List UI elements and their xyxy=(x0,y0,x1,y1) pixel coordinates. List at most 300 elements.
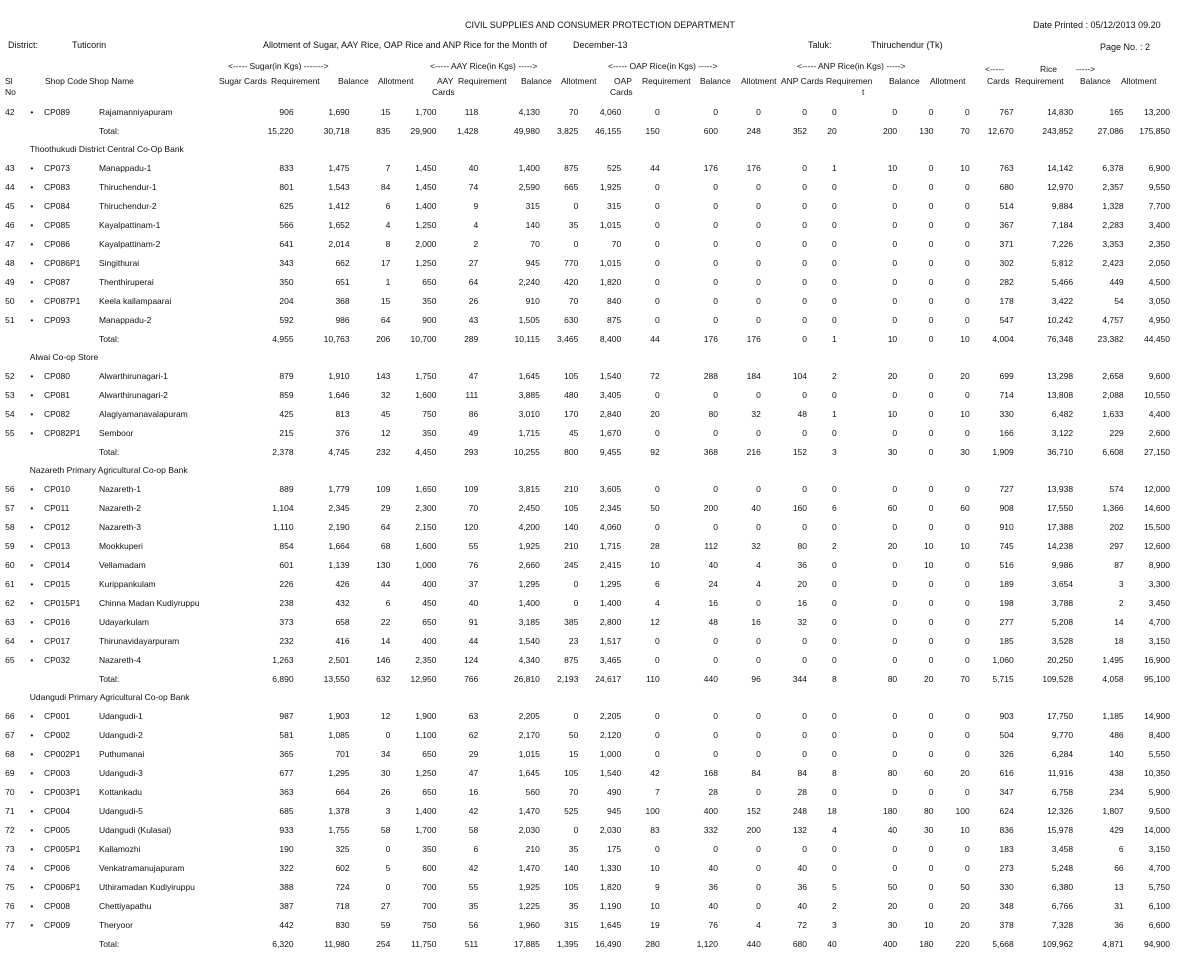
anp-requirement: 80 xyxy=(887,673,898,684)
serial-number: 49 xyxy=(5,276,15,287)
aay-requirement: 910 xyxy=(525,295,540,306)
oap-requirement: 0 xyxy=(713,729,718,740)
rice-cards: 767 xyxy=(999,106,1014,117)
oap-cards: 44 xyxy=(650,162,660,173)
oap-cards: 0 xyxy=(654,729,660,740)
rice-balance: 229 xyxy=(1109,427,1124,438)
rice-cards: 836 xyxy=(999,824,1014,835)
anp-allotment: 0 xyxy=(964,710,970,721)
aay-requirement: 2,450 xyxy=(518,502,540,513)
rice-requirement: 3,122 xyxy=(1051,427,1074,438)
anp-cards: 0 xyxy=(831,295,837,306)
sugar-cards: 801 xyxy=(279,181,294,192)
sugar-cards: 601 xyxy=(279,559,294,570)
sugar-cards: 906 xyxy=(279,106,294,117)
table-row xyxy=(0,310,1170,329)
date-printed: Date Printed : 05/12/2013 09.20 xyxy=(1033,20,1161,30)
allotment-table xyxy=(0,102,1170,953)
rice-balance: 31 xyxy=(1114,900,1124,911)
rice-balance: 297 xyxy=(1109,540,1124,551)
sugar-cards: 879 xyxy=(279,370,294,381)
rice-allotment: 95,100 xyxy=(1144,673,1170,684)
rice-allotment: 3,050 xyxy=(1148,295,1170,306)
oap-cards: 12 xyxy=(650,616,660,627)
oap-allotment: 152 xyxy=(792,446,807,457)
rice-cards: 185 xyxy=(999,635,1014,646)
aay-balance: 15 xyxy=(568,748,579,759)
col-oap: OAP xyxy=(614,76,632,86)
shop-code: CP006P1 xyxy=(43,881,81,892)
serial-number: 47 xyxy=(5,238,15,249)
sugar-balance: 14 xyxy=(380,635,391,646)
aay-requirement: 1,470 xyxy=(518,805,540,816)
rice-balance: 2,283 xyxy=(1102,219,1124,230)
table-row xyxy=(0,215,1170,234)
rice-cards: 302 xyxy=(999,257,1014,268)
oap-cards: 0 xyxy=(654,238,660,249)
total-label: Total: xyxy=(98,333,120,344)
sugar-cards: 859 xyxy=(279,389,294,400)
sugar-cards: 685 xyxy=(279,805,294,816)
oap-cards: 50 xyxy=(650,502,660,513)
sugar-balance: 0 xyxy=(385,881,391,892)
aay-balance: 105 xyxy=(564,370,579,381)
rice-balance: 23,382 xyxy=(1097,333,1124,344)
anp-balance: 0 xyxy=(928,446,934,457)
serial-number: 50 xyxy=(5,295,15,306)
bullet-icon: • xyxy=(30,181,34,192)
anp-balance: 60 xyxy=(923,767,934,778)
sugar-requirement: 1,690 xyxy=(328,106,350,117)
oap-allotment: 32 xyxy=(797,616,807,627)
anp-balance: 0 xyxy=(928,862,934,873)
anp-balance: 80 xyxy=(923,805,934,816)
oap-requirement: 0 xyxy=(713,521,718,532)
anp-allotment: 20 xyxy=(960,900,970,911)
sugar-balance: 254 xyxy=(376,938,391,949)
rice-group-right: -----> xyxy=(1076,64,1096,74)
shop-code: CP006 xyxy=(43,862,70,873)
aay-balance: 105 xyxy=(564,881,579,892)
aay-requirement: 3,815 xyxy=(518,483,540,494)
shop-name: Nazareth-4 xyxy=(98,654,141,665)
rice-requirement: 5,248 xyxy=(1051,862,1074,873)
rice-requirement: 17,550 xyxy=(1047,502,1074,513)
aay-requirement: 2,030 xyxy=(518,824,540,835)
sugar-balance: 29 xyxy=(380,502,391,513)
aay-allotment: 4,060 xyxy=(599,521,622,532)
oap-allotment: 0 xyxy=(802,276,807,287)
shop-code: CP082 xyxy=(43,408,70,419)
shop-code: CP012 xyxy=(43,521,70,532)
sugar-cards: 854 xyxy=(279,540,294,551)
anp-balance: 0 xyxy=(928,881,934,892)
rice-allotment: 3,150 xyxy=(1148,635,1170,646)
anp-allotment: 20 xyxy=(960,919,970,930)
anp-requirement: 0 xyxy=(892,578,898,589)
table-row xyxy=(0,858,1170,877)
rice-requirement: 7,184 xyxy=(1051,219,1074,230)
anp-cards: 1 xyxy=(831,408,837,419)
oap-cards: 20 xyxy=(650,408,660,419)
anp-cards: 0 xyxy=(831,314,837,325)
oap-balance: 0 xyxy=(756,843,761,854)
sugar-allotment: 750 xyxy=(422,919,437,930)
rice-requirement: 6,380 xyxy=(1051,881,1074,892)
rice-balance: 1,495 xyxy=(1102,654,1124,665)
sugar-balance: 15 xyxy=(380,295,391,306)
anp-cards: 0 xyxy=(831,219,837,230)
serial-number: 65 xyxy=(5,654,15,665)
aay-balance: 35 xyxy=(568,843,579,854)
oap-balance: 0 xyxy=(756,521,761,532)
oap-allotment: 680 xyxy=(792,938,807,949)
total-label: Total: xyxy=(98,446,120,457)
aay-allotment: 3,605 xyxy=(599,483,622,494)
oap-cards: 0 xyxy=(654,257,660,268)
rice-allotment: 6,900 xyxy=(1148,162,1170,173)
rice-cards: 1,060 xyxy=(992,654,1014,665)
sugar-balance: 206 xyxy=(376,333,391,344)
sugar-balance: 22 xyxy=(380,616,391,627)
shop-name: Uthiramadan Kudiyiruppu xyxy=(98,881,195,892)
rice-allotment: 10,550 xyxy=(1144,389,1170,400)
rice-allotment: 94,900 xyxy=(1144,938,1170,949)
anp-requirement: 10 xyxy=(887,162,898,173)
rice-allotment: 175,850 xyxy=(1139,125,1170,136)
shop-name: Thirunavidayarpuram xyxy=(98,635,180,646)
rice-balance: 6,378 xyxy=(1102,162,1124,173)
rice-cards: 910 xyxy=(999,521,1014,532)
aay-balance: 385 xyxy=(564,616,579,627)
oap-balance: 176 xyxy=(746,162,761,173)
total-row xyxy=(0,121,1170,140)
anp-cards: 0 xyxy=(831,843,837,854)
rice-allotment: 12,600 xyxy=(1144,540,1170,551)
rice-allotment: 14,900 xyxy=(1144,710,1170,721)
aay-allotment: 70 xyxy=(611,238,622,249)
anp-allotment: 20 xyxy=(960,767,970,778)
sugar-cards: 6,320 xyxy=(272,938,294,949)
shop-code: CP011 xyxy=(43,502,70,513)
anp-balance: 0 xyxy=(928,181,934,192)
col-anp-requirement-t: t xyxy=(862,87,865,97)
table-row xyxy=(0,177,1170,196)
rice-allotment: 16,900 xyxy=(1144,654,1170,665)
col-aay-requirement: Requirement xyxy=(458,76,507,86)
anp-allotment: 0 xyxy=(964,219,970,230)
oap-balance: 0 xyxy=(756,181,761,192)
aay-allotment: 175 xyxy=(607,843,622,854)
sugar-allotment: 650 xyxy=(422,786,437,797)
shop-name: Thiruchendur-1 xyxy=(98,181,157,192)
sugar-allotment: 700 xyxy=(422,881,437,892)
bullet-icon: • xyxy=(30,540,34,551)
shop-name: Nazareth-1 xyxy=(98,483,141,494)
anp-requirement: 0 xyxy=(892,314,898,325)
oap-allotment: 72 xyxy=(797,919,807,930)
shop-name: Thiruchendur-2 xyxy=(98,200,157,211)
oap-cards: 0 xyxy=(654,200,660,211)
anp-cards: 1 xyxy=(831,333,837,344)
group-heading-row xyxy=(0,348,1170,366)
serial-number: 62 xyxy=(5,597,15,608)
shop-name: Kallamozhi xyxy=(98,843,141,854)
anp-balance: 10 xyxy=(923,540,934,551)
oap-balance: 0 xyxy=(756,483,761,494)
sugar-cards: 387 xyxy=(279,900,294,911)
table-row xyxy=(0,404,1170,423)
anp-cards: 2 xyxy=(831,540,837,551)
department-title: CIVIL SUPPLIES AND CONSUMER PROTECTION DEPARTMENT xyxy=(465,20,735,30)
sugar-balance: 0 xyxy=(385,843,391,854)
aay-cards: 86 xyxy=(468,408,479,419)
aay-allotment: 4,060 xyxy=(599,106,622,117)
aay-balance: 800 xyxy=(564,446,579,457)
sugar-balance: 84 xyxy=(380,181,391,192)
serial-number: 43 xyxy=(5,162,15,173)
aay-allotment: 1,820 xyxy=(599,276,622,287)
anp-cards: 0 xyxy=(831,389,837,400)
anp-requirement: 0 xyxy=(892,106,898,117)
aay-requirement: 17,885 xyxy=(513,938,540,949)
rice-cards: 189 xyxy=(999,578,1014,589)
sugar-allotment: 11,750 xyxy=(411,938,437,949)
rice-allotment: 3,300 xyxy=(1148,578,1170,589)
sugar-requirement: 1,378 xyxy=(328,805,350,816)
shop-code: CP085 xyxy=(43,219,70,230)
aay-requirement: 10,255 xyxy=(513,446,540,457)
serial-number: 52 xyxy=(5,370,15,381)
rice-cards: 347 xyxy=(999,786,1014,797)
anp-cards: 0 xyxy=(831,559,837,570)
anp-allotment: 0 xyxy=(964,654,970,665)
aay-balance: 70 xyxy=(568,295,579,306)
table-row xyxy=(0,763,1170,782)
rice-group-left: <----- xyxy=(985,64,1005,74)
oap-allotment: 0 xyxy=(802,162,807,173)
rice-balance: 4,058 xyxy=(1102,673,1124,684)
aay-balance: 35 xyxy=(568,219,579,230)
shop-code: CP080 xyxy=(43,370,70,381)
oap-allotment: 344 xyxy=(792,673,807,684)
table-row xyxy=(0,820,1170,839)
sugar-balance: 1 xyxy=(385,276,391,287)
oap-cards: 19 xyxy=(650,919,660,930)
col-rice-allotment: Allotment xyxy=(1121,76,1157,86)
anp-allotment: 0 xyxy=(964,257,970,268)
oap-requirement: 48 xyxy=(708,616,718,627)
rice-cards: 367 xyxy=(999,219,1014,230)
sugar-requirement: 2,014 xyxy=(328,238,350,249)
oap-allotment: 0 xyxy=(802,333,807,344)
rice-requirement: 13,808 xyxy=(1047,389,1074,400)
oap-balance: 0 xyxy=(756,106,761,117)
aay-balance: 0 xyxy=(573,824,579,835)
sugar-allotment: 1,700 xyxy=(415,824,437,835)
sugar-requirement: 30,718 xyxy=(323,125,350,136)
anp-cards: 0 xyxy=(831,106,837,117)
sugar-requirement: 651 xyxy=(335,276,350,287)
anp-requirement: 0 xyxy=(892,786,898,797)
aay-allotment: 2,415 xyxy=(599,559,622,570)
serial-number: 58 xyxy=(5,521,15,532)
aay-cards: 63 xyxy=(468,710,479,721)
rice-requirement: 6,482 xyxy=(1051,408,1074,419)
anp-cards: 0 xyxy=(831,654,837,665)
aay-cards: 74 xyxy=(468,181,479,192)
anp-balance: 0 xyxy=(928,786,934,797)
oap-balance: 32 xyxy=(751,408,761,419)
oap-balance: 0 xyxy=(756,786,761,797)
aay-balance: 3,825 xyxy=(557,125,579,136)
rice-allotment: 6,600 xyxy=(1148,919,1170,930)
oap-allotment: 132 xyxy=(792,824,807,835)
oap-requirement: 40 xyxy=(708,559,718,570)
sugar-allotment: 1,400 xyxy=(415,805,437,816)
anp-balance: 0 xyxy=(928,843,934,854)
col-sugar-cards: Sugar Cards xyxy=(219,76,267,86)
rice-allotment: 15,500 xyxy=(1144,521,1170,532)
sugar-balance: 130 xyxy=(376,559,391,570)
oap-allotment: 0 xyxy=(802,219,807,230)
serial-number: 59 xyxy=(5,540,15,551)
anp-group-header: <----- ANP Rice(in Kgs) -----> xyxy=(797,61,906,71)
sugar-allotment: 1,600 xyxy=(415,389,437,400)
sugar-allotment: 1,250 xyxy=(415,219,437,230)
anp-allotment: 0 xyxy=(964,748,970,759)
bullet-icon: • xyxy=(30,257,34,268)
bullet-icon: • xyxy=(30,219,34,230)
aay-requirement: 2,240 xyxy=(518,276,540,287)
aay-balance: 0 xyxy=(573,578,579,589)
oap-balance: 0 xyxy=(756,295,761,306)
aay-cards: 29 xyxy=(468,748,479,759)
anp-cards: 0 xyxy=(831,616,837,627)
oap-requirement: 440 xyxy=(703,673,718,684)
oap-requirement: 0 xyxy=(713,710,718,721)
shop-code: CP008 xyxy=(43,900,70,911)
anp-balance: 0 xyxy=(928,370,934,381)
anp-allotment: 0 xyxy=(964,729,970,740)
group-heading: Alwai Co-op Store xyxy=(29,352,99,362)
aay-requirement: 49,980 xyxy=(513,125,540,136)
group-heading-row xyxy=(0,688,1170,706)
oap-cards: 83 xyxy=(650,824,660,835)
sugar-balance: 232 xyxy=(376,446,391,457)
rice-requirement: 12,970 xyxy=(1047,181,1074,192)
sugar-cards: 1,104 xyxy=(272,502,294,513)
shop-name: Kayalpattinam-1 xyxy=(98,219,161,230)
sugar-requirement: 1,295 xyxy=(328,767,350,778)
shop-code: CP032 xyxy=(43,654,70,665)
serial-number: 53 xyxy=(5,389,15,400)
aay-balance: 630 xyxy=(564,314,579,325)
anp-requirement: 50 xyxy=(887,881,898,892)
sugar-requirement: 813 xyxy=(335,408,350,419)
aay-allotment: 2,205 xyxy=(599,710,622,721)
sugar-requirement: 664 xyxy=(335,786,350,797)
rice-requirement: 6,284 xyxy=(1051,748,1074,759)
sugar-cards: 373 xyxy=(279,616,294,627)
aay-requirement: 1,400 xyxy=(518,162,540,173)
serial-number: 44 xyxy=(5,181,15,192)
aay-cards: 42 xyxy=(468,862,479,873)
sugar-cards: 1,263 xyxy=(272,654,294,665)
aay-allotment: 315 xyxy=(607,200,622,211)
table-row xyxy=(0,536,1170,555)
sugar-requirement: 2,501 xyxy=(328,654,350,665)
aay-balance: 245 xyxy=(564,559,579,570)
aay-group-header: <----- AAY Rice(in Kgs) -----> xyxy=(430,61,538,71)
sugar-balance: 59 xyxy=(380,919,391,930)
aay-requirement: 26,810 xyxy=(513,673,540,684)
oap-cards: 0 xyxy=(654,314,660,325)
rice-requirement: 3,458 xyxy=(1051,843,1074,854)
aay-cards: 111 xyxy=(465,389,479,400)
rice-cards: 1,909 xyxy=(992,446,1014,457)
sugar-cards: 232 xyxy=(279,635,294,646)
rice-requirement: 9,884 xyxy=(1051,200,1074,211)
aay-allotment: 1,540 xyxy=(599,767,622,778)
bullet-icon: • xyxy=(30,370,34,381)
col-anp-allotment: Allotment xyxy=(930,76,966,86)
rice-cards: 745 xyxy=(999,540,1014,551)
rice-requirement: 14,142 xyxy=(1047,162,1074,173)
aay-balance: 0 xyxy=(573,238,579,249)
col-oap-balance: Balance xyxy=(700,76,731,86)
anp-requirement: 0 xyxy=(892,843,898,854)
sugar-requirement: 4,745 xyxy=(328,446,350,457)
bullet-icon: • xyxy=(30,427,34,438)
sugar-requirement: 368 xyxy=(335,295,350,306)
rice-balance: 2,423 xyxy=(1102,257,1124,268)
rice-cards: 5,668 xyxy=(992,938,1014,949)
rice-allotment: 44,450 xyxy=(1144,333,1170,344)
rice-cards: 908 xyxy=(999,502,1014,513)
aay-requirement: 1,960 xyxy=(518,919,540,930)
sugar-requirement: 662 xyxy=(335,257,350,268)
aay-requirement: 3,885 xyxy=(518,389,540,400)
sugar-requirement: 1,475 xyxy=(328,162,350,173)
sugar-requirement: 1,139 xyxy=(328,559,350,570)
anp-requirement: 0 xyxy=(892,483,898,494)
oap-cards: 0 xyxy=(654,389,660,400)
rice-requirement: 76,348 xyxy=(1047,333,1074,344)
sugar-cards: 987 xyxy=(279,710,294,721)
table-row xyxy=(0,234,1170,253)
aay-requirement: 4,200 xyxy=(518,521,540,532)
sugar-allotment: 1,000 xyxy=(415,559,437,570)
col-oap-allotment: Allotment xyxy=(741,76,777,86)
sugar-allotment: 4,450 xyxy=(415,446,437,457)
anp-cards: 0 xyxy=(831,578,837,589)
shop-name: Mookkuperi xyxy=(98,540,143,551)
rice-cards: 330 xyxy=(999,408,1014,419)
rice-allotment: 4,700 xyxy=(1148,616,1170,627)
table-row xyxy=(0,517,1170,536)
oap-cards: 44 xyxy=(650,333,660,344)
rice-requirement: 9,986 xyxy=(1051,559,1074,570)
shop-name: Nazareth-2 xyxy=(98,502,141,513)
aay-cards: 40 xyxy=(468,162,479,173)
sugar-requirement: 701 xyxy=(335,748,350,759)
sugar-requirement: 1,543 xyxy=(328,181,350,192)
sugar-allotment: 450 xyxy=(422,597,437,608)
shop-name: Alwarthirunagari-1 xyxy=(98,370,168,381)
oap-cards: 0 xyxy=(654,635,660,646)
sugar-allotment: 12,950 xyxy=(410,673,437,684)
